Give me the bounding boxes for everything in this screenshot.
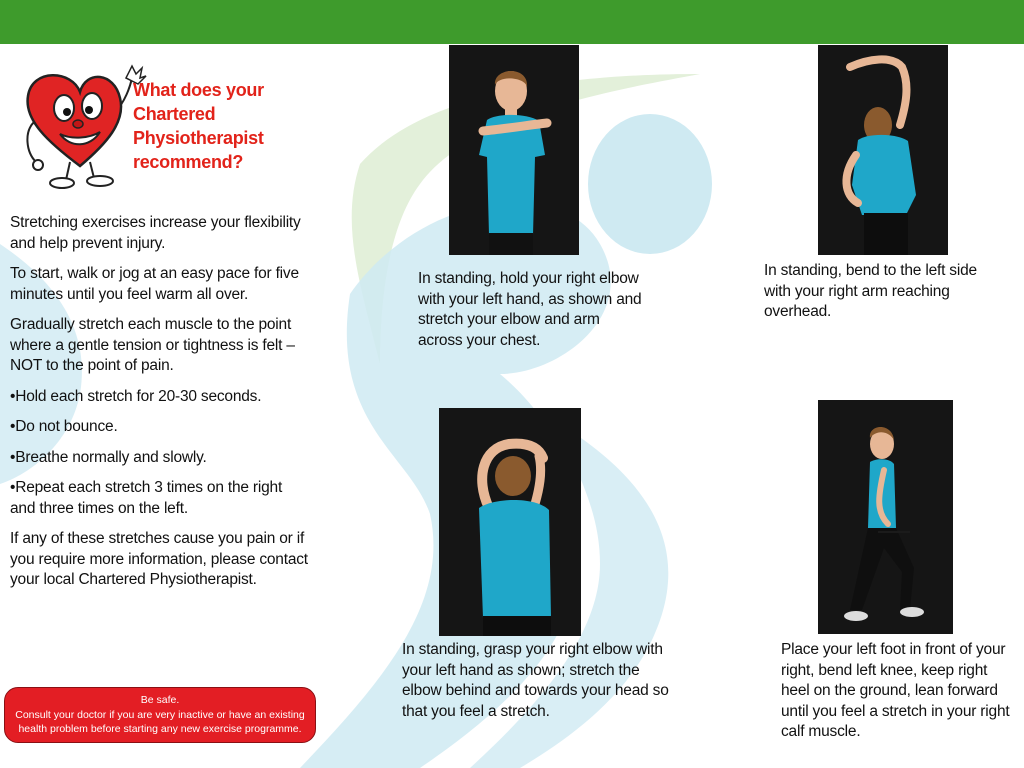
intro-paragraph: Gradually stretch each muscle to the point where a gentle tension or tightness is felt – NOT to the point of pain.: [10, 316, 295, 374]
stretch-photo-chest: [449, 45, 579, 255]
stretch-caption: In standing, bend to the left side with your right arm reaching overhead.: [764, 262, 977, 320]
intro-paragraph: To start, walk or jog at an easy pace for five minutes until you feel warm all over.: [10, 265, 299, 303]
intro-text-column: [10, 213, 310, 601]
stretch-caption: In standing, grasp your right elbow with your left hand as shown; stretch the elbow behind and towards your head so that you feel a stretch.: [402, 641, 669, 720]
stretch-caption: Place your left foot in front of your right, bend left knee, keep right heel on the ground, lean forward until you feel a stretch in your right calf muscle.: [781, 641, 1010, 740]
tip-item: •Hold each stretch for 20-30 seconds.: [10, 387, 262, 405]
warning-line: health problem before starting any new exercise programme.: [18, 723, 302, 735]
stretch-photo-triceps: [439, 408, 581, 636]
stretch-photo-calf: [818, 400, 953, 634]
intro-paragraph: Stretching exercises increase your flexibility and help prevent injury.: [10, 214, 301, 252]
tip-item: •Repeat each stretch 3 times on the right and three times on the left.: [10, 479, 283, 517]
warning-title: Be safe.: [140, 694, 180, 706]
top-green-bar: [0, 0, 1024, 44]
page-heading: What does your Chartered Physiotherapist recommend?: [133, 80, 264, 172]
tip-item: •Breathe normally and slowly.: [10, 448, 207, 466]
safety-warning-box: [4, 687, 316, 743]
closing-paragraph: If any of these stretches cause you pain or if you require more information, please contact your local Chartered Physiotherapist.: [10, 530, 308, 588]
stretch-photo-side-bend: [818, 45, 948, 255]
stretch-caption: In standing, hold your right elbow with your left hand, as shown and stretch your elbow and arm across your chest.: [418, 270, 642, 349]
tip-item: •Do not bounce.: [10, 418, 118, 435]
warning-line: Consult your doctor if you are very inactive or have an existing: [15, 708, 305, 721]
